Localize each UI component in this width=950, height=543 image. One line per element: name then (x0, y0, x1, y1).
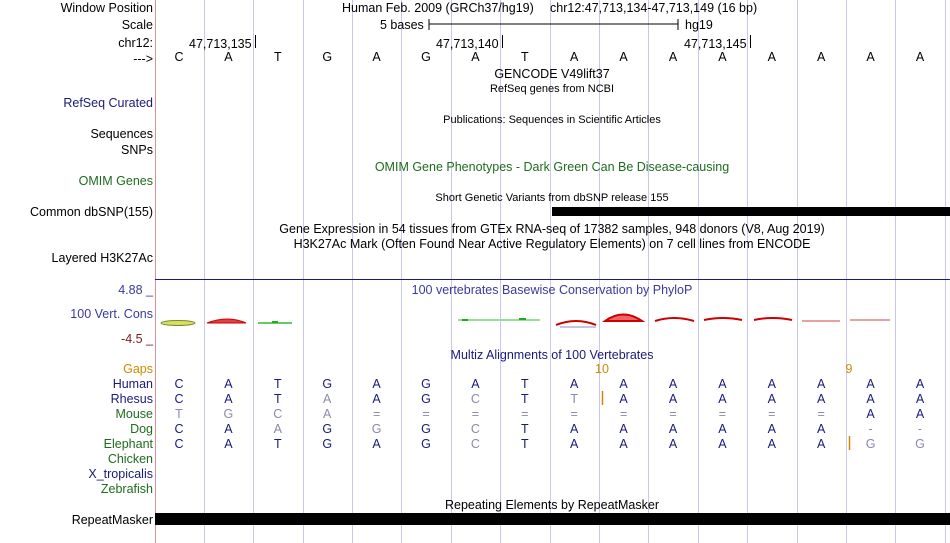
sequence-base: A (817, 50, 826, 64)
window-position-label: Window Position (60, 1, 153, 15)
assembly-title: Human Feb. 2009 (GRCh37/hg19) (342, 1, 534, 15)
alignment-base: C (470, 437, 480, 451)
alignment-base: G (322, 437, 333, 451)
alignment-base: G (223, 407, 234, 421)
alignment-base: = (619, 407, 628, 421)
alignment-base: T (520, 437, 529, 451)
sequence-base: A (718, 50, 727, 64)
alignment-base: T (273, 392, 282, 406)
scale-label: Scale (121, 18, 153, 32)
alignment-base: C (174, 392, 184, 406)
alignment-base: = (817, 407, 825, 421)
alignment-base: C (273, 407, 283, 421)
alignment-base: A (668, 377, 678, 391)
phylop-max-value: 4.88 _ (118, 283, 153, 297)
alignment-base: A (323, 407, 332, 421)
alignment-base: A (619, 422, 628, 436)
tick-marks (0, 34, 950, 50)
alignment-base: A (817, 377, 826, 391)
alignment-base: A (372, 437, 381, 451)
sequence-base: A (471, 50, 480, 64)
alignment-base: T (175, 407, 183, 421)
alignment-base: A (767, 377, 776, 391)
h3k27ac-track-title[interactable]: H3K27Ac Mark (Often Found Near Active Regulatory Elements) on 7 cell lines from ENCODE (293, 237, 811, 251)
sequence-base: A (372, 50, 381, 64)
gap-count: 9 (845, 362, 853, 376)
publications-track-title[interactable]: Publications: Sequences in Scientific Articles (443, 114, 661, 126)
phylop-wiggle[interactable] (0, 305, 950, 335)
alignment-base: G (421, 437, 431, 451)
alignment-base: T (520, 377, 529, 391)
alignment-base: A (224, 422, 233, 436)
phylop-label[interactable]: 100 Vert. Cons (70, 307, 153, 321)
alignment-base: A (372, 377, 381, 391)
refseq-curated-label[interactable]: RefSeq Curated (63, 96, 153, 110)
alignment-base: G (322, 377, 333, 391)
sequence-base: C (174, 50, 184, 64)
repeatmasker-feature-bar[interactable] (155, 513, 950, 525)
alignment-base: A (372, 392, 381, 406)
alignment-base: = (471, 407, 480, 421)
sequence-base: T (273, 50, 282, 64)
alignment-base: A (915, 392, 925, 406)
alignment-base: C (470, 422, 480, 436)
alignment-base: C (174, 422, 184, 436)
alignment-base: T (570, 392, 578, 406)
alignment-base: A (668, 392, 678, 406)
sequence-base: A (915, 50, 925, 64)
gaps-label[interactable]: Gaps (123, 362, 153, 376)
snps-label[interactable]: SNPs (121, 143, 153, 157)
scale-bar (428, 17, 680, 31)
alignment-base: A (224, 377, 233, 391)
alignment-base: A (817, 392, 826, 406)
alignment-base: A (866, 392, 875, 406)
alignment-base: A (619, 392, 628, 406)
gap-count: 10 (595, 362, 609, 376)
alignment-base: A (817, 422, 826, 436)
alignment-base: = (669, 407, 677, 421)
alignment-base: A (570, 422, 579, 436)
alignment-base: A (866, 407, 875, 421)
species-label-human[interactable]: Human (112, 377, 153, 391)
insertion-markers (0, 388, 950, 452)
alignment-base: - (917, 422, 923, 436)
alignment-base: A (570, 377, 579, 391)
chrom-label: chr12: (118, 36, 153, 50)
alignment-base: A (273, 422, 282, 436)
alignment-base: A (767, 437, 776, 451)
alignment-base: G (865, 437, 876, 451)
phylop-min-value: -4.5 _ (121, 332, 153, 346)
dbsnp-label[interactable]: Common dbSNP(155) (30, 205, 153, 219)
species-label-x-tropicalis[interactable]: X_tropicalis (88, 467, 153, 481)
sequence-base: G (421, 50, 431, 64)
alignment-base: T (273, 437, 282, 451)
alignment-base: A (224, 392, 233, 406)
species-label-rhesus[interactable]: Rhesus (110, 392, 153, 406)
alignment-base: C (470, 392, 480, 406)
species-label-zebrafish[interactable]: Zebrafish (100, 482, 153, 496)
alignment-base: - (868, 422, 873, 436)
sequence-base: A (619, 50, 628, 64)
scale-text: 5 bases (380, 18, 424, 32)
alignment-base: G (421, 377, 431, 391)
alignment-base: A (668, 422, 678, 436)
alignment-base: G (421, 392, 431, 406)
sequence-base: T (520, 50, 529, 64)
alignment-base: A (767, 392, 776, 406)
alignment-base: A (471, 377, 480, 391)
alignment-base: A (767, 422, 776, 436)
strand-label: ---> (133, 52, 153, 66)
track-separator (155, 279, 950, 280)
alignment-base: G (322, 422, 333, 436)
repeatmasker-label[interactable]: RepeatMasker (71, 513, 153, 527)
alignment-base: T (273, 377, 282, 391)
gencode-track-title[interactable]: GENCODE V49lift37 (494, 67, 610, 81)
alignment-base: A (718, 437, 727, 451)
alignment-base: A (915, 407, 925, 421)
alignment-base: T (520, 422, 529, 436)
h3k27ac-label[interactable]: Layered H3K27Ac (51, 251, 153, 265)
alignment-base: G (371, 422, 382, 436)
species-label-chicken[interactable]: Chicken (107, 452, 153, 466)
tick-label: 47,713,140 (436, 37, 499, 51)
alignment-base: A (915, 377, 925, 391)
omim-track-title[interactable]: OMIM Gene Phenotypes - Dark Green Can Be Disease-causing (374, 160, 730, 174)
alignment-base: A (817, 437, 826, 451)
sequence-base: A (224, 50, 233, 64)
alignment-base: = (422, 407, 430, 421)
alignment-base: A (323, 392, 332, 406)
tick-label: 47,713,135 (189, 37, 252, 51)
scale-db: hg19 (685, 18, 713, 32)
sequence-base: A (570, 50, 579, 64)
sequence-base: A (866, 50, 875, 64)
alignment-base: = (570, 407, 578, 421)
alignment-base: A (668, 437, 678, 451)
alignment-base: A (718, 422, 727, 436)
sequence-base: G (322, 50, 333, 64)
alignment-base: A (619, 377, 628, 391)
alignment-base: A (224, 437, 233, 451)
multiz-track-title[interactable]: Multiz Alignments of 100 Vertebrates (450, 348, 654, 362)
sequences-label[interactable]: Sequences (90, 127, 153, 141)
species-label-mouse[interactable]: Mouse (115, 407, 153, 421)
alignment-base: A (619, 437, 628, 451)
alignment-base: C (174, 377, 184, 391)
sequence-base: A (668, 50, 678, 64)
dbsnp-track-title[interactable]: Short Genetic Variants from dbSNP release 155 (435, 192, 669, 204)
repeatmasker-track-title[interactable]: Repeating Elements by RepeatMasker (444, 498, 660, 512)
alignment-base: = (718, 407, 727, 421)
phylop-track-title[interactable]: 100 vertebrates Basewise Conservation by PhyloP (411, 283, 693, 297)
alignment-base: A (718, 392, 727, 406)
alignment-base: A (718, 377, 727, 391)
gtex-track-title[interactable]: Gene Expression in 54 tissues from GTEx RNA-seq of 17382 samples, 948 donors (V8, Aug 2019) (279, 222, 825, 236)
alignment-base: C (174, 437, 184, 451)
alignment-base: T (520, 392, 529, 406)
alignment-base: G (915, 437, 925, 451)
refseq-track-subtitle: RefSeq genes from NCBI (489, 83, 615, 95)
alignment-base: A (866, 377, 875, 391)
alignment-base: = (521, 407, 529, 421)
sequence-base: A (767, 50, 776, 64)
alignment-base: G (421, 422, 431, 436)
alignment-base: = (372, 407, 381, 421)
species-label-elephant[interactable]: Elephant (103, 437, 153, 451)
alignment-base: = (768, 407, 776, 421)
dbsnp-feature-bar[interactable] (552, 207, 950, 216)
alignment-base: A (570, 437, 579, 451)
position-text[interactable]: chr12:47,713,134-47,713,149 (16 bp) (550, 1, 758, 15)
tick-label: 47,713,145 (684, 37, 747, 51)
species-label-dog[interactable]: Dog (130, 422, 153, 436)
omim-genes-label[interactable]: OMIM Genes (78, 174, 153, 188)
